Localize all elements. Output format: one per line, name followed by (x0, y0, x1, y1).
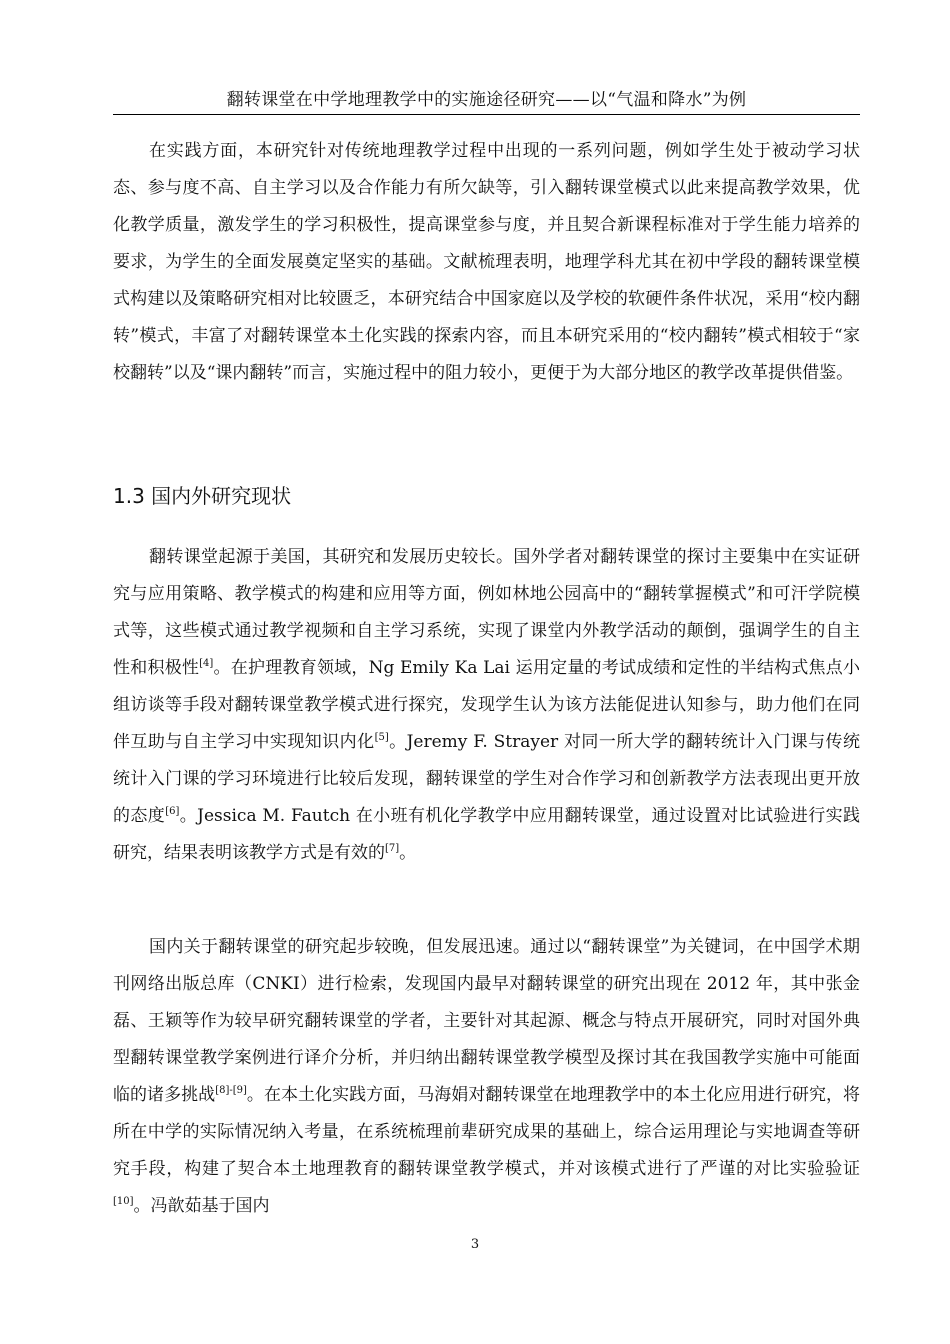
paragraph-text: 。在本土化实践方面，马海娟对翻转课堂在地理教学中的本土化应用进行研究，将所在中学的实际情况纳入考量，在系统梳理前辈研究成果的基础上，综合运用理论与实地调查等研究手段，构建了契合本土地理教育的翻转课堂教学模式，并对该模式进行了严谨的对比实验验证 (113, 1085, 861, 1179)
paragraph-text: 。冯歆茹基于国内 (133, 1196, 270, 1216)
citation: [7] (385, 843, 400, 854)
paragraph-domestic-research (113, 929, 860, 1225)
citation: [6] (165, 806, 180, 817)
header-divider (113, 114, 860, 115)
paragraph-text: 。 (399, 843, 417, 863)
citation: [4] (199, 658, 214, 669)
page-number: 3 (470, 1237, 480, 1252)
citation: [5] (374, 732, 389, 743)
paragraph-text: 。Jessica M. Fautch 在小班有机化学教学中应用翻转课堂，通过设置对比试验进行实践研究，结果表明该教学方式是有效的 (113, 806, 861, 863)
paragraph-text: 。Jeremy F. Strayer 对同一所大学的翻转统计入门课与传统统计入门课的学习环境进行比较后发现，翻转课堂的学生对合作学习和创新教学方法表现出更开放的态度 (113, 732, 860, 826)
citation: [8]-[9] (215, 1085, 247, 1096)
section-heading: 1.3 国内外研究现状 (113, 484, 292, 508)
paragraph-practice-significance: 在实践方面，本研究针对传统地理教学过程中出现的一系列问题，例如学生处于被动学习状态、参与度不高、自主学习以及合作能力有所欠缺等，引入翻转课堂模式以此来提高教学效果，优化教学质量，激发学生的学习积极性，提高课堂参与度，并且契合新课程标准对于学生能力培养的要求，为学生的全面发展奠定坚实的基础。文献梳理表明，地理学科尤其在初中学段的翻转课堂模式构建以及策略研究相对比较匮乏，本研究结合中国家庭以及学校的软硬件条件状况，采用“校内翻转”模式，丰富了对翻转课堂本土化实践的探索内容，而且本研究采用的“校内翻转”模式相较于“家校翻转”以及“课内翻转”而言，实施过程中的阻力较小，更便于为大部分地区的教学改革提供借鉴。 (113, 141, 860, 383)
paragraph-text: 国内关于翻转课堂的研究起步较晚，但发展迅速。通过以“翻转课堂”为关键词，在中国学术期刊网络出版总库（CNKI）进行检索，发现国内最早对翻转课堂的研究出现在 2012 年，其中张金磊、王颖等作为较早研究翻转课堂的学者，主要针对其起源、概念与特点开展研究，同时对国外典型翻转课堂教学案例进行译介分析，并归纳出翻转课堂教学模型及探讨其在我国教学实施中可能面临的诸多挑战 (113, 937, 860, 1105)
citation: [10] (113, 1196, 134, 1207)
paragraph-foreign-research (113, 539, 860, 872)
paragraph-text: 。在护理教育领域，Ng Emily Ka Lai 运用定量的考试成绩和定性的半结构式焦点小组访谈等手段对翻转课堂教学模式进行探究，发现学生认为该方法能促进认知参与，助力他们在同伴互助与自主学习中实现知识内化 (113, 658, 861, 752)
running-header: 翻转课堂在中学地理教学中的实施途径研究——以“气温和降水”为例 (226, 90, 747, 110)
paragraph-text: 翻转课堂起源于美国，其研究和发展历史较长。国外学者对翻转课堂的探讨主要集中在实证研究与应用策略、教学模式的构建和应用等方面，例如林地公园高中的“翻转掌握模式”和可汗学院模式等，这些模式通过教学视频和自主学习系统，实现了课堂内外教学活动的颠倒，强调学生的自主性和积极性 (113, 547, 860, 678)
